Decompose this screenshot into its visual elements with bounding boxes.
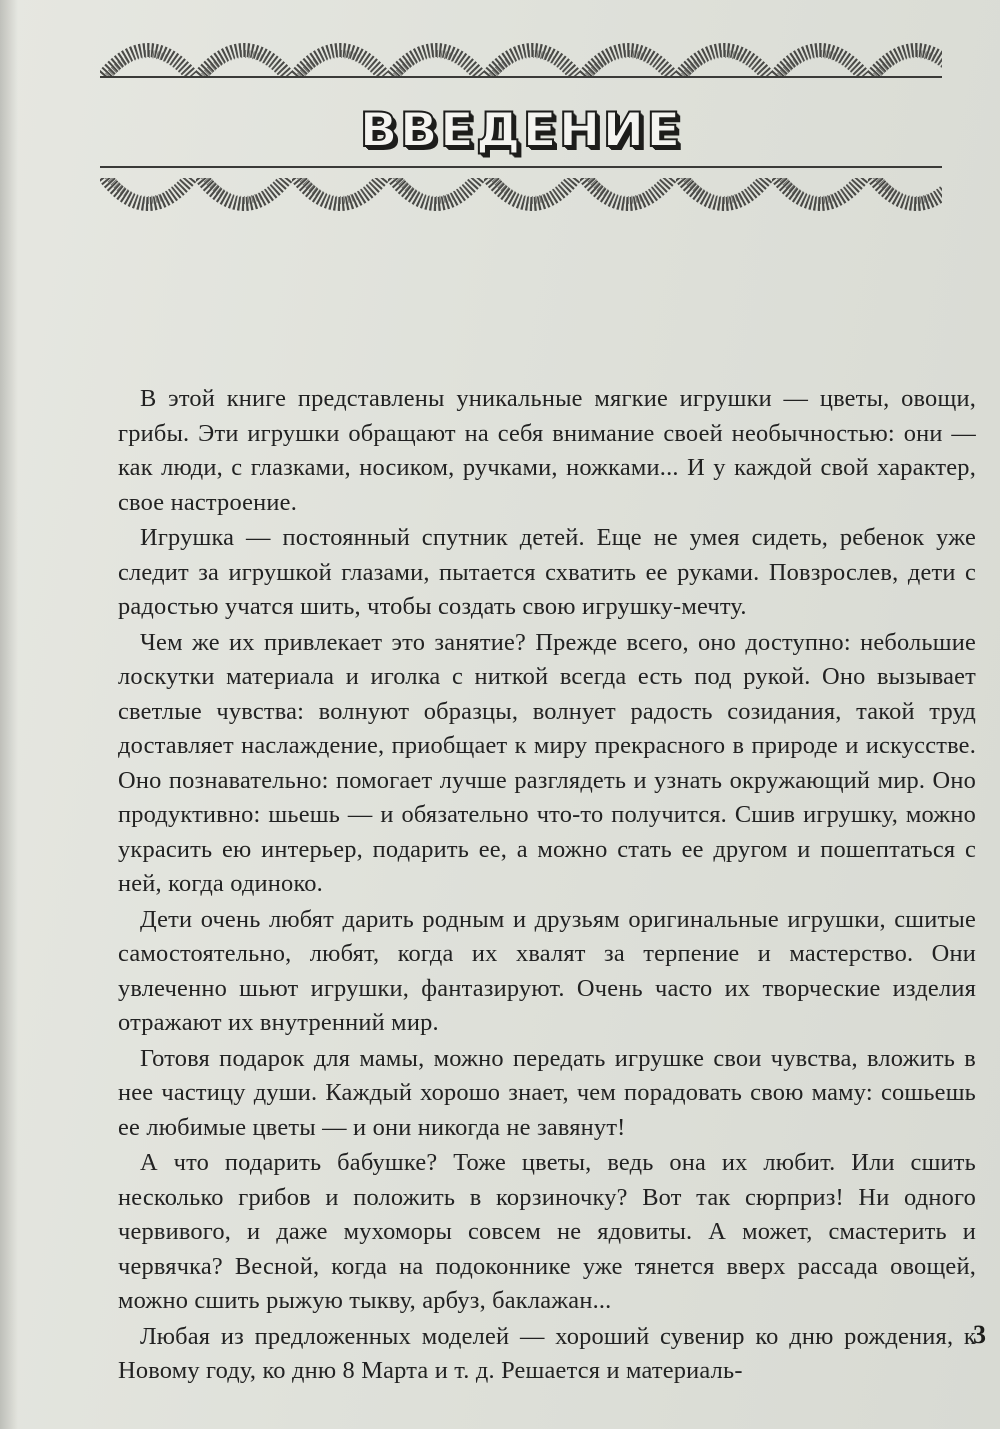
page-number: 3 — [973, 1320, 986, 1349]
paragraph — [118, 1146, 976, 1319]
body-text — [118, 382, 976, 1390]
paragraph — [118, 1320, 976, 1389]
chapter-title: ВВЕДЕНИЕ — [359, 102, 683, 158]
paragraph — [118, 626, 976, 902]
paragraph-text: Готовя подарок для мамы, можно передать игрушке свои чувства, вложить в нее частицу души. Каждый хорошо знает, чем порадовать свою маму: сошьешь ее любимые цветы — и они никогда не завянут! — [118, 1044, 976, 1141]
bottom-ornament-band — [100, 172, 942, 228]
paragraph-text: Дети очень любят дарить родным и друзьям оригинальные игрушки, сшитые самостоятельно, любят, когда их хвалят за терпение и мастерство. Они увлеченно шьют игрушки, фантазируют. Очень часто их творческие изделия отражают их внутренний мир. — [118, 905, 976, 1036]
page-gutter-shadow — [0, 0, 18, 1429]
paragraph — [118, 382, 976, 520]
top-ornament-band — [100, 28, 942, 80]
paragraph-text: Игрушка — постоянный спутник детей. Еще не умея сидеть, ребенок уже следит за игрушкой глазами, пытается схватить ее руками. Повзрослев, дети с радостью учатся шить, чтобы создать свою игрушку-мечту. — [118, 524, 976, 620]
paragraph-text: Чем же их привлекает это занятие? Прежде всего, оно доступно: небольшие лоскутки материала и иголка с ниткой всегда есть под рукой. Оно вызывает светлые чувства: волнуют образцы, волнует радость созидания, такой труд доставляет наслаждение, приобщает к миру прекрасного в природе и искусстве. Оно познавательно: помогает лучше разглядеть и узнать окружающий мир. Оно продуктивно: шьешь — и обязательно что-то получится. Сшив игрушку, можно украсить ею интерьер, подарить ее, а можно стать ее другом и пошептаться с ней, когда одиноко. — [118, 628, 976, 897]
paragraph-text: А что подарить бабушке? Тоже цветы, ведь она их любит. Или сшить несколько грибов и положить в корзиночку? Вот так сюрприз! Ни одного червивого, и даже мухоморы совсем не ядовиты. А может, смастерить и червячка? Весной, когда на подоконнике уже тянется вверх рассада овощей, можно сшить рыжую тыкву, арбуз, баклажан... — [118, 1149, 976, 1314]
title-rule — [100, 166, 942, 168]
paragraph — [118, 903, 976, 1041]
paragraph-text: В этой книге представлены уникальные мягкие игрушки — цветы, овощи, грибы. Эти игрушки обращают на себя внимание своей необычностью: они — как люди, с глазками, носиком, ручками, ножками... И у каждой свой характер, свое настроение. — [118, 385, 976, 516]
paragraph — [118, 1042, 976, 1146]
paragraph-text: Любая из предложенных моделей — хороший сувенир ко дню рождения, к Новому году, ко дню 8 Марта и т. д. Решается и материаль- — [118, 1322, 976, 1384]
chapter-title-area — [100, 96, 942, 164]
paragraph — [118, 521, 976, 625]
